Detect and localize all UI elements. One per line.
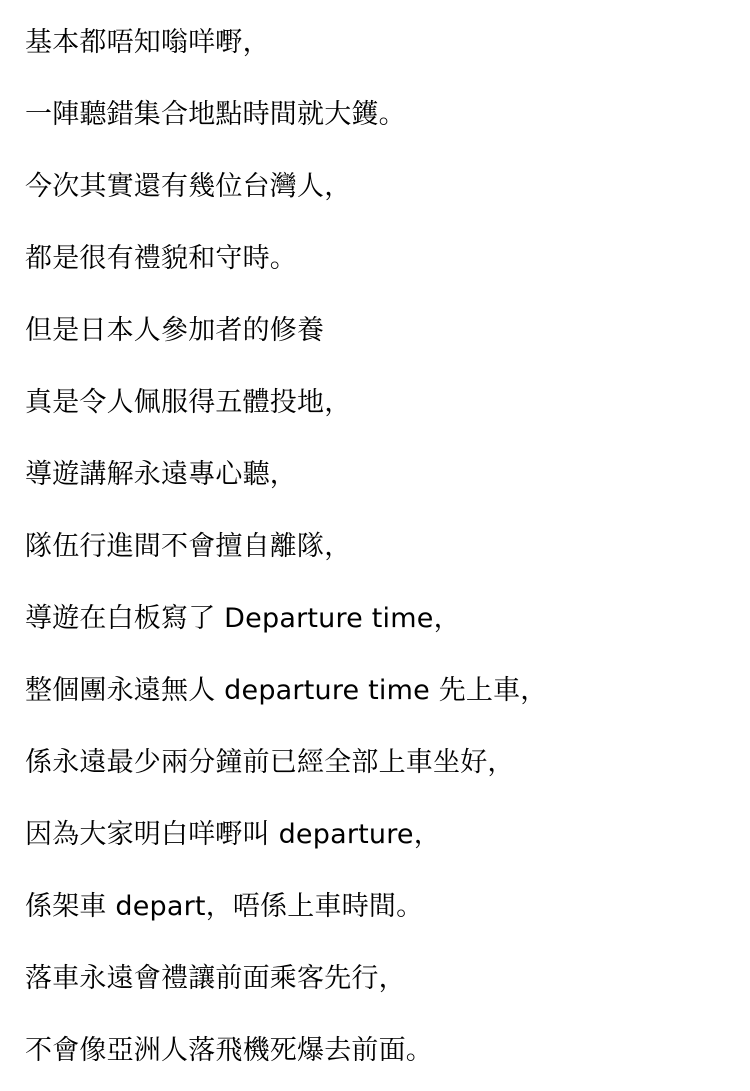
text-line: 真是令人佩服得五體投地， bbox=[25, 387, 352, 418]
text-line: 都是很有禮貌和守時。 bbox=[25, 243, 297, 274]
text-line: 一陣聽錯集合地點時間就大鑊。 bbox=[25, 99, 406, 130]
text-line: 落車永遠會禮讓前面乘客先行， bbox=[25, 963, 406, 994]
text-line: 整個團永遠無人 departure time 先上車， bbox=[25, 675, 548, 706]
text-line: 隊伍行進間不會擅自離隊， bbox=[25, 531, 352, 562]
text-line: 不會像亞洲人落飛機死爆去前面。 bbox=[25, 1035, 433, 1066]
text-line: 但是日本人參加者的修養 bbox=[25, 315, 325, 346]
text-line: 今次其實還有幾位台灣人， bbox=[25, 171, 352, 202]
text-line: 導遊在白板寫了 Departure time， bbox=[25, 603, 461, 634]
text-line: 係永遠最少兩分鐘前已經全部上車坐好， bbox=[25, 747, 515, 778]
text-line: 因為大家明白咩嘢叫 departure， bbox=[25, 819, 441, 850]
text-line: 基本都唔知嗡咩嘢， bbox=[25, 27, 270, 58]
text-line: 係架車 depart，唔係上車時間。 bbox=[25, 891, 424, 922]
text-line: 導遊講解永遠專心聽， bbox=[25, 459, 297, 490]
